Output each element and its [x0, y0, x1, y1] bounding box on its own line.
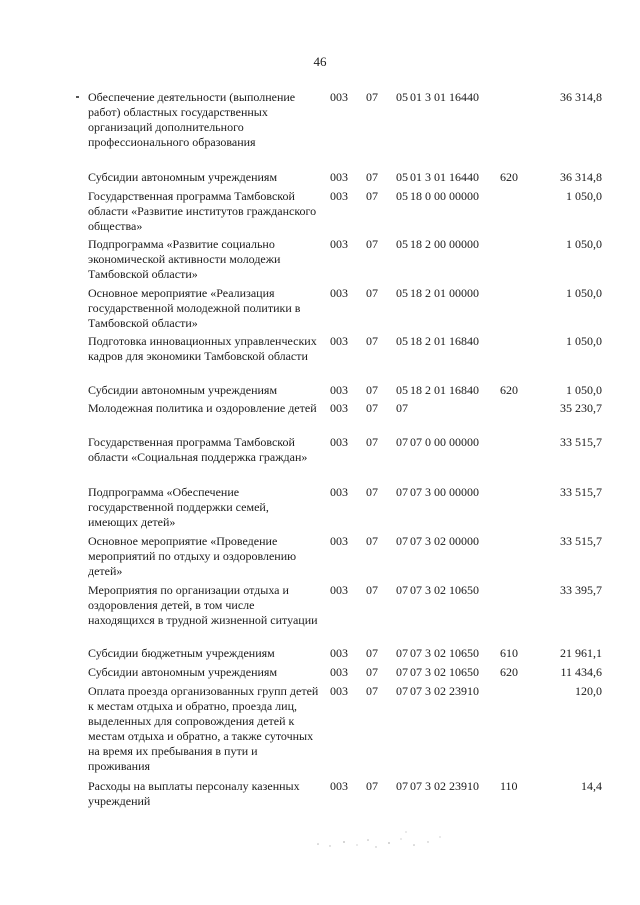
row-csr: 07 3 02 10650 — [410, 646, 479, 660]
row-csr: 01 3 01 16440 — [410, 170, 479, 184]
row-name: Обеспечение деятельности (выполнение работ) областных государственных организаций дополнительного профессионального образования — [88, 90, 296, 149]
row-name: Основное мероприятие «Реализация государственной молодежной политики в Тамбовской области» — [88, 286, 301, 330]
row-amount: 1 050,0 — [566, 286, 602, 300]
row-rz: 07 — [366, 435, 378, 449]
row-rz: 07 — [366, 665, 378, 679]
row-gr: 003 — [330, 170, 348, 184]
row-rz: 07 — [366, 534, 378, 548]
row-amount: 36 314,8 — [560, 170, 602, 184]
row-pr: 07 — [396, 646, 408, 660]
row-rz: 07 — [366, 485, 378, 499]
row-amount: 33 515,7 — [560, 485, 602, 499]
row-amount: 120,0 — [575, 684, 602, 698]
scan-smudge — [310, 828, 460, 854]
row-gr: 003 — [330, 435, 348, 449]
row-amount: 33 515,7 — [560, 534, 602, 548]
row-gr: 003 — [330, 646, 348, 660]
row-rz: 07 — [366, 90, 378, 104]
row-amount: 14,4 — [581, 779, 602, 793]
row-amount: 1 050,0 — [566, 237, 602, 251]
row-rz: 07 — [366, 237, 378, 251]
row-amount: 36 314,8 — [560, 90, 602, 104]
row-pr: 07 — [396, 534, 408, 548]
row-csr: 18 2 01 16840 — [410, 334, 479, 348]
page-number: 46 — [313, 54, 327, 69]
row-rz: 07 — [366, 334, 378, 348]
row-amount: 1 050,0 — [566, 334, 602, 348]
row-gr: 003 — [330, 90, 348, 104]
row-pr: 05 — [396, 334, 408, 348]
row-pr: 05 — [396, 286, 408, 300]
row-amount: 1 050,0 — [566, 383, 602, 397]
row-amount: 35 230,7 — [560, 401, 602, 415]
row-name: Подготовка инновационных управленческих кадров для экономики Тамбовской области — [88, 334, 317, 363]
row-csr: 07 3 02 10650 — [410, 665, 479, 679]
row-gr: 003 — [330, 534, 348, 548]
row-name: Оплата проезда организованных групп детей к местам отдыха и обратно, проезда лиц, выделенных для сопровождения детей к местам отдыха и обратно, а также суточных на время их пребывания в пути и проживания — [88, 684, 319, 773]
row-amount: 21 961,1 — [560, 646, 602, 660]
row-gr: 003 — [330, 334, 348, 348]
row-gr: 003 — [330, 237, 348, 251]
row-name: Подпрограмма «Обеспечение государственной поддержки семей, имеющих детей» — [88, 485, 269, 529]
row-csr: 01 3 01 16440 — [410, 90, 479, 104]
row-gr: 003 — [330, 401, 348, 415]
row-rz: 07 — [366, 646, 378, 660]
row-pr: 07 — [396, 435, 408, 449]
row-gr: 003 — [330, 665, 348, 679]
row-pr: 05 — [396, 170, 408, 184]
row-gr: 003 — [330, 383, 348, 397]
row-amount: 11 434,6 — [560, 665, 602, 679]
row-name: Основное мероприятие «Проведение мероприятий по отдыху и оздоровлению детей» — [88, 534, 297, 578]
row-csr: 18 2 00 00000 — [410, 237, 479, 251]
row-name: Субсидии автономным учреждениям — [88, 170, 278, 184]
row-vr: 610 — [500, 646, 518, 660]
row-csr: 07 3 02 10650 — [410, 583, 479, 597]
row-pr: 05 — [396, 90, 408, 104]
row-rz: 07 — [366, 383, 378, 397]
row-gr: 003 — [330, 779, 348, 793]
row-pr: 07 — [396, 665, 408, 679]
row-csr: 07 3 00 00000 — [410, 485, 479, 499]
row-csr: 07 0 00 00000 — [410, 435, 479, 449]
row-pr: 05 — [396, 383, 408, 397]
row-csr: 07 3 02 23910 — [410, 779, 479, 793]
row-name: Молодежная политика и оздоровление детей — [88, 401, 317, 415]
row-rz: 07 — [366, 684, 378, 698]
row-rz: 07 — [366, 286, 378, 300]
row-pr: 07 — [396, 779, 408, 793]
row-gr: 003 — [330, 583, 348, 597]
row-pr: 07 — [396, 684, 408, 698]
row-csr: 07 3 02 23910 — [410, 684, 479, 698]
row-gr: 003 — [330, 189, 348, 203]
row-amount: 33 515,7 — [560, 435, 602, 449]
row-gr: 003 — [330, 684, 348, 698]
row-name: Субсидии автономным учреждениям — [88, 665, 278, 679]
row-rz: 07 — [366, 779, 378, 793]
row-csr: 18 2 01 00000 — [410, 286, 479, 300]
row-csr: 18 2 01 16840 — [410, 383, 479, 397]
row-csr: 07 3 02 00000 — [410, 534, 479, 548]
row-vr: 620 — [500, 170, 518, 184]
row-gr: 003 — [330, 485, 348, 499]
row-pr: 05 — [396, 189, 408, 203]
row-pr: 05 — [396, 237, 408, 251]
row-name: Субсидии автономным учреждениям — [88, 383, 278, 397]
row-rz: 07 — [366, 189, 378, 203]
margin-mark — [76, 96, 79, 98]
row-name: Мероприятия по организации отдыха и оздоровления детей, в том числе находящихся в трудной жизненной ситуации — [88, 583, 318, 627]
row-name: Государственная программа Тамбовской области «Социальная поддержка граждан» — [88, 435, 308, 464]
row-amount: 1 050,0 — [566, 189, 602, 203]
row-name: Расходы на выплаты персоналу казенных учреждений — [88, 779, 300, 808]
row-amount: 33 395,7 — [560, 583, 602, 597]
row-vr: 620 — [500, 383, 518, 397]
row-name: Государственная программа Тамбовской области «Развитие институтов гражданского общества» — [88, 189, 317, 233]
row-rz: 07 — [366, 401, 378, 415]
row-vr: 620 — [500, 665, 518, 679]
row-vr: 110 — [500, 779, 518, 793]
row-pr: 07 — [396, 401, 408, 415]
row-rz: 07 — [366, 583, 378, 597]
row-pr: 07 — [396, 583, 408, 597]
row-name: Субсидии бюджетным учреждениям — [88, 646, 275, 660]
row-rz: 07 — [366, 170, 378, 184]
row-name: Подпрограмма «Развитие социально экономической активности молодежи Тамбовской области» — [88, 237, 281, 281]
row-pr: 07 — [396, 485, 408, 499]
row-csr: 18 0 00 00000 — [410, 189, 479, 203]
row-gr: 003 — [330, 286, 348, 300]
